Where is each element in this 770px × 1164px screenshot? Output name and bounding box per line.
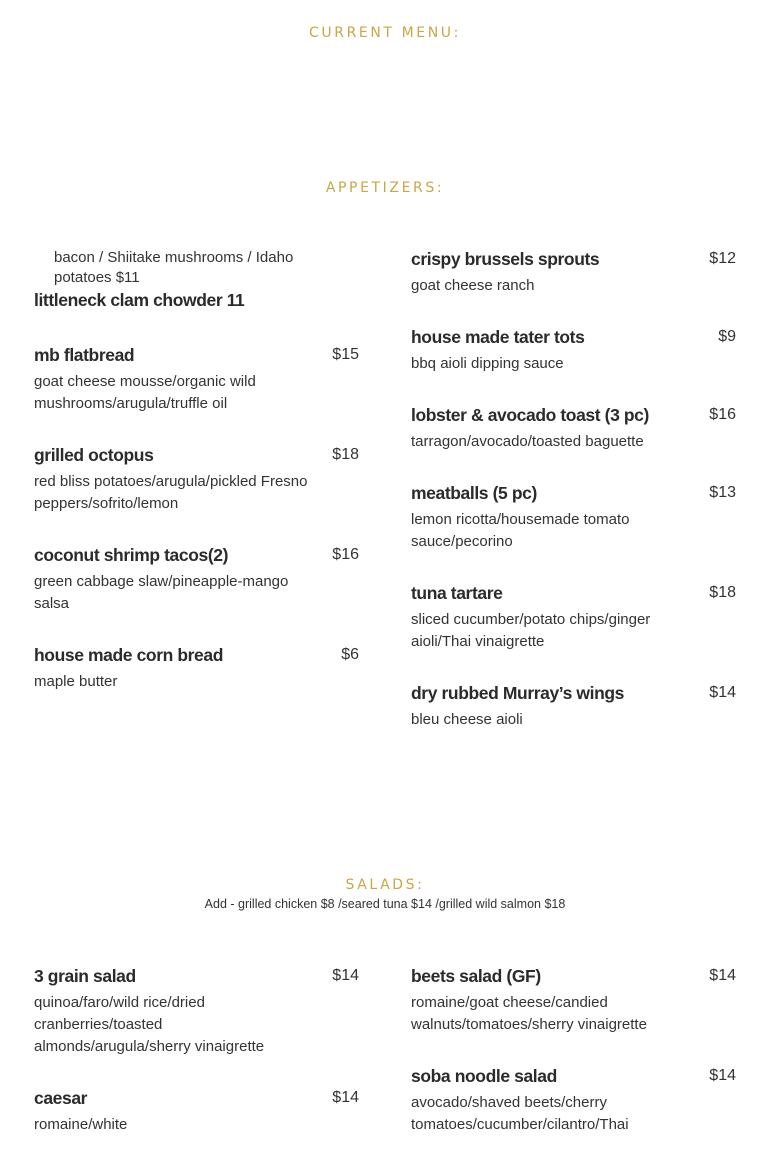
salads-right-column xyxy=(411,964,736,1164)
menu-item-name: grilled octopus xyxy=(34,445,154,465)
menu-item-name: 3 grain salad xyxy=(34,966,136,986)
current-menu-heading: CURRENT MENU: xyxy=(309,25,461,41)
menu-item-price: $18 xyxy=(709,584,736,601)
appetizers-left-column xyxy=(34,343,359,721)
menu-item xyxy=(34,643,359,693)
menu-item-name: meatballs (5 pc) xyxy=(411,483,537,503)
menu-item-description: lemon ricotta/housemade tomato sauce/pecorino xyxy=(411,511,630,550)
menu-item-name: tuna tartare xyxy=(411,583,503,603)
menu-item xyxy=(34,543,359,615)
salads-left-column xyxy=(34,964,359,1164)
menu-item-price: $9 xyxy=(718,328,736,345)
menu-item-description: green cabbage slaw/pineapple-mango salsa xyxy=(34,573,289,612)
salads-add-on-note: Add - grilled chicken $8 /seared tuna $14 /grilled wild salmon $18 xyxy=(204,897,566,911)
menu-item-price: $14 xyxy=(709,967,736,984)
menu-item xyxy=(34,343,359,415)
stray-item-title: littleneck clam chowder 11 xyxy=(34,290,245,310)
menu-item-name: house made corn bread xyxy=(34,645,224,665)
menu-item-description: red bliss potatoes/arugula/pickled Fresno peppers/sofrito/lemon xyxy=(34,473,308,512)
menu-item-name: soba noodle salad xyxy=(411,1066,557,1086)
menu-item-description: romaine/goat cheese/candied walnuts/tomatoes/sherry vinaigrette xyxy=(411,994,647,1033)
menu-item-price: $12 xyxy=(709,250,736,267)
menu-item-price: $14 xyxy=(709,684,736,701)
menu-item-description: bbq aioli dipping sauce xyxy=(411,355,564,372)
stray-description-text: bacon / Shiitake mushrooms / Idaho potatoes $11 xyxy=(54,249,294,286)
appetizers-right-column xyxy=(411,247,736,759)
menu-item-name: coconut shrimp tacos(2) xyxy=(34,545,229,565)
menu-item xyxy=(34,1086,359,1136)
menu-item-description: bleu cheese aioli xyxy=(411,711,523,728)
menu-item-price: $6 xyxy=(341,646,359,663)
appetizers-heading: APPETIZERS: xyxy=(325,180,445,196)
menu-item-price: $16 xyxy=(332,546,359,563)
menu-item-name: lobster & avocado toast (3 pc) xyxy=(411,405,649,425)
menu-item-name: dry rubbed Murray’s wings xyxy=(411,683,625,703)
menu-item xyxy=(411,247,736,297)
menu-item xyxy=(411,681,736,731)
menu-item-description: maple butter xyxy=(34,673,118,690)
menu-item-description: tarragon/avocado/toasted baguette xyxy=(411,433,644,450)
menu-item-name: caesar xyxy=(34,1088,88,1108)
menu-item-price: $14 xyxy=(332,967,359,984)
menu-item xyxy=(411,964,736,1036)
menu-item xyxy=(411,481,736,553)
menu-item xyxy=(34,964,359,1058)
menu-item-name: house made tater tots xyxy=(411,327,585,347)
menu-item xyxy=(411,325,736,375)
menu-item-name: beets salad (GF) xyxy=(411,966,541,986)
menu-item xyxy=(34,443,359,515)
menu-item-description: quinoa/faro/wild rice/dried cranberries/toasted almonds/arugula/sherry vinaigrette xyxy=(34,994,265,1055)
menu-item-price: $15 xyxy=(332,346,359,363)
menu-item-price: $14 xyxy=(332,1089,359,1106)
menu-item xyxy=(411,581,736,653)
menu-item-name: crispy brussels sprouts xyxy=(411,249,600,269)
menu-item-name: mb flatbread xyxy=(34,345,135,365)
menu-item-price: $16 xyxy=(709,406,736,423)
menu-item-description: goat cheese ranch xyxy=(411,277,535,294)
salads-heading: SALADS: xyxy=(345,877,425,893)
menu-item-description: goat cheese mousse/organic wild mushrooms/arugula/truffle oil xyxy=(34,373,256,412)
menu-item-description: avocado/shaved beets/cherry tomatoes/cucumber/cilantro/Thai xyxy=(411,1094,629,1133)
menu-item-price: $14 xyxy=(709,1067,736,1084)
menu-item-description: romaine/white xyxy=(34,1116,128,1133)
menu-item-description: sliced cucumber/potato chips/ginger aioli/Thai vinaigrette xyxy=(411,611,651,650)
menu-item-price: $13 xyxy=(709,484,736,501)
menu-item xyxy=(411,403,736,453)
menu-item xyxy=(411,1064,736,1136)
menu-item-price: $18 xyxy=(332,446,359,463)
